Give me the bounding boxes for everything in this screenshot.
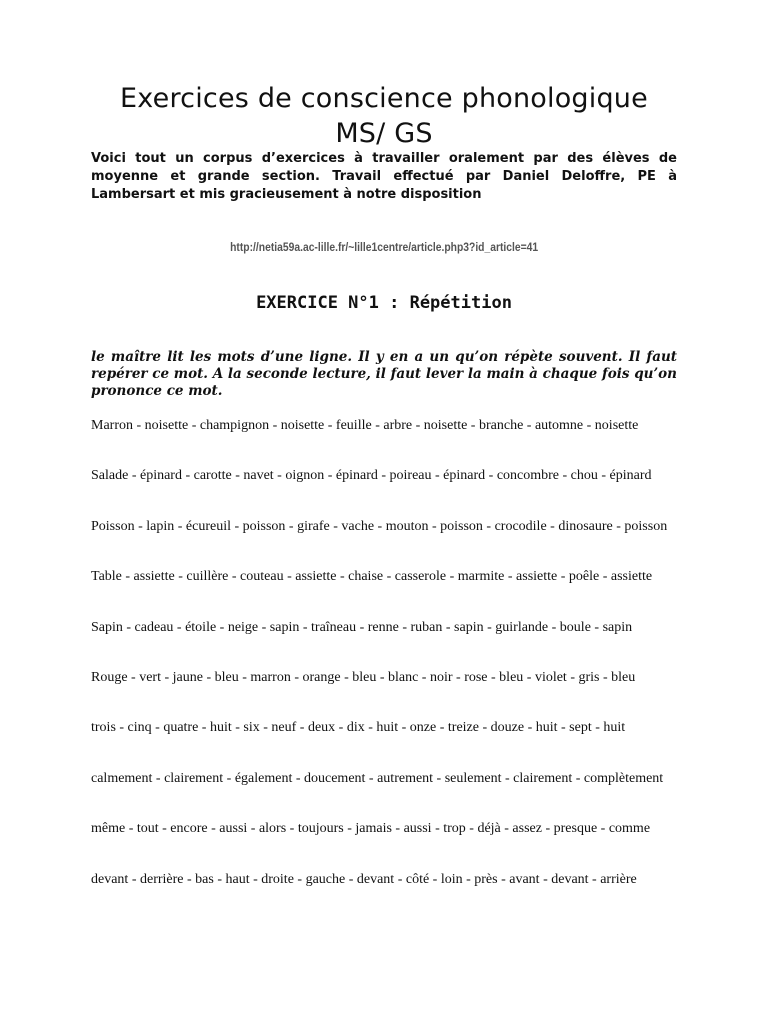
source-url: http://netia59a.ac-lille.fr/~lille1centre/article.php3?id_article=41 [230, 240, 539, 254]
intro-paragraph: Voici tout un corpus d’exercices à travailler oralement par des élèves de moyenne et grande section. Travail effectué par Daniel Deloffre, PE à Lambersart et mis gracieusement à notre disposition [91, 151, 677, 202]
page-title: Exercices de conscience phonologique [120, 83, 648, 114]
word-line: Rouge - vert - jaune - bleu - marron - orange - bleu - blanc - noir - rose - bleu - violet - gris - bleu [91, 669, 636, 685]
word-line: Marron - noisette - champignon - noisette - feuille - arbre - noisette - branche - automne - noisette [91, 418, 639, 433]
word-line: devant - derrière - bas - haut - droite - gauche - devant - côté - loin - près - avant - devant - arrière [91, 871, 637, 887]
page-subtitle: MS/ GS [335, 118, 433, 149]
exercise-title: EXERCICE N°1 : Répétition [256, 293, 512, 313]
exercise-instruction: le maître lit les mots d’une ligne. Il y en a un qu’on répète souvent. Il faut repérer ce mot. A la seconde lecture, il faut lever la main à chaque fois qu’on prononce ce mot. [91, 349, 677, 399]
word-line: Sapin - cadeau - étoile - neige - sapin - traîneau - renne - ruban - sapin - guirlande - boule - sapin [91, 619, 633, 635]
word-lines [91, 417, 677, 921]
word-line: Salade - épinard - carotte - navet - oignon - épinard - poireau - épinard - concombre - chou - épinard [91, 468, 652, 484]
word-line: calmement - clairement - également - doucement - autrement - seulement - clairement - complètement [91, 770, 664, 786]
word-line: Poisson - lapin - écureuil - poisson - girafe - vache - mouton - poisson - crocodile - dinosaure - poisson [91, 518, 668, 534]
word-line: Table - assiette - cuillère - couteau - assiette - chaise - casserole - marmite - assiette - poêle - assiette [91, 569, 653, 585]
word-line: trois - cinq - quatre - huit - six - neuf - deux - dix - huit - onze - treize - douze - huit - sept - huit [91, 720, 626, 736]
word-line: même - tout - encore - aussi - alors - toujours - jamais - aussi - trop - déjà - assez - presque - comme [91, 821, 651, 837]
